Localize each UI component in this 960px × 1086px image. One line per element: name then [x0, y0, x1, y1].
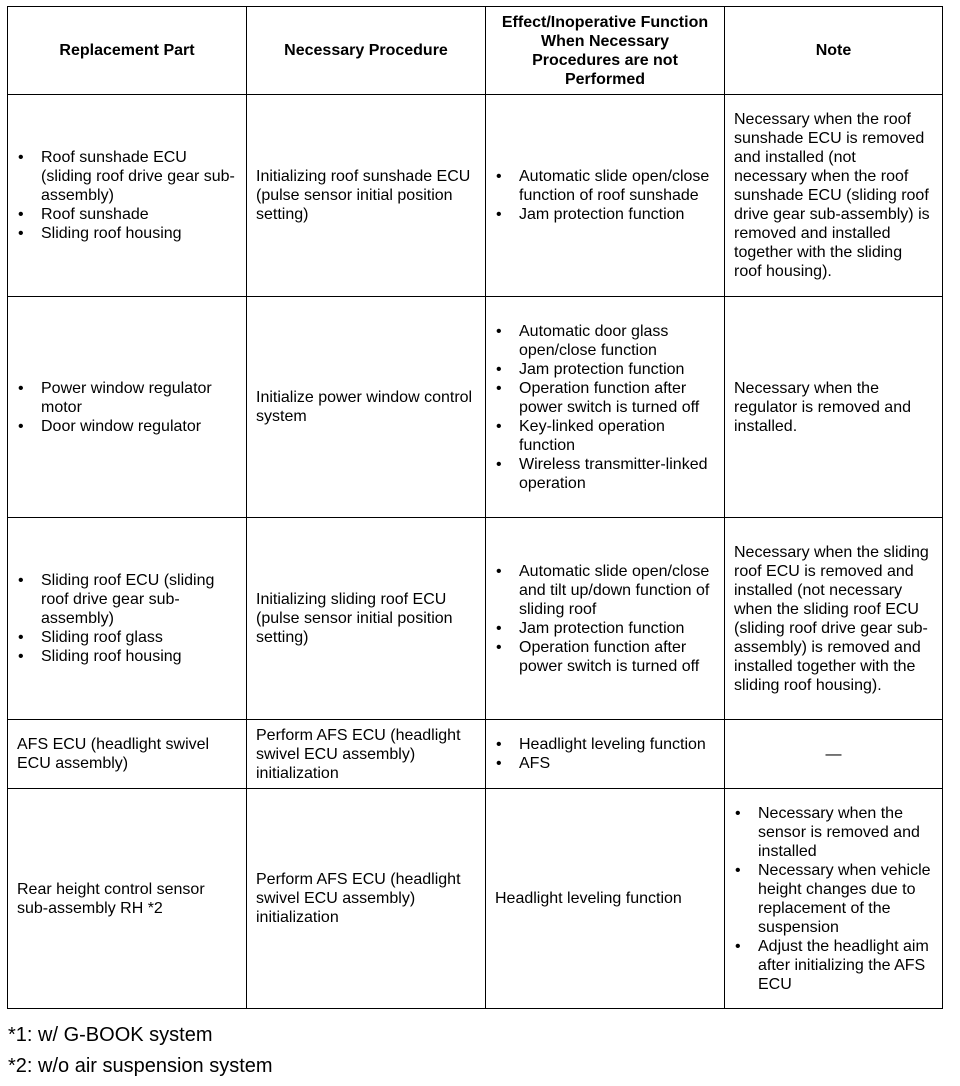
table-row — [8, 518, 943, 720]
list-item: • Roof sunshade — [17, 205, 237, 224]
list-item: • Jam protection function — [495, 360, 715, 379]
list-item: • Power window regulator motor — [17, 379, 237, 417]
list-item: • Door window regulator — [17, 417, 237, 436]
table-header-row — [8, 7, 943, 95]
procedure-cell: Perform AFS ECU (headlight swivel ECU assembly) initialization — [247, 789, 486, 1009]
list-item: • Automatic slide open/close function of roof sunshade — [495, 167, 715, 205]
list-item: • Operation function after power switch is turned off — [495, 379, 715, 417]
list-item: • Headlight leveling function — [495, 735, 715, 754]
procedure-cell: Initializing roof sunshade ECU (pulse sensor initial position setting) — [247, 95, 486, 297]
list-item: • AFS — [495, 754, 715, 773]
note-cell: — — [725, 720, 943, 789]
list-item: • Jam protection function — [495, 205, 715, 224]
footnotes — [8, 1020, 273, 1082]
list-item: • Necessary when vehicle height changes due to replacement of the suspension — [734, 861, 933, 937]
list-item: • Necessary when the sensor is removed and installed — [734, 804, 933, 861]
procedure-table — [7, 6, 943, 1009]
header-effect-inoperative-function: Effect/Inoperative Function When Necessary Procedures are not Performed — [486, 7, 725, 95]
footnote-1: *1: w/ G-BOOK system — [8, 1024, 213, 1046]
list-item: • Sliding roof glass — [17, 628, 237, 647]
procedure-cell: Perform AFS ECU (headlight swivel ECU assembly) initialization — [247, 720, 486, 789]
replacement-part-cell — [8, 518, 247, 720]
list-item: • Automatic slide open/close and tilt up/down function of sliding roof — [495, 562, 715, 619]
list-item: • Sliding roof ECU (sliding roof drive gear sub-assembly) — [17, 571, 237, 628]
list-item: • Key-linked operation function — [495, 417, 715, 455]
list-item: • Adjust the headlight aim after initializing the AFS ECU — [734, 937, 933, 994]
procedure-cell: Initialize power window control system — [247, 297, 486, 518]
note-cell: Necessary when the roof sunshade ECU is removed and installed (not necessary when the roof sunshade ECU (sliding roof drive gear sub-assembly) is removed and installed together with the sliding roof housing). — [725, 95, 943, 297]
effect-cell: Headlight leveling function — [486, 789, 725, 1009]
effect-cell — [486, 297, 725, 518]
replacement-part-cell — [8, 95, 247, 297]
list-item: • Sliding roof housing — [17, 224, 237, 243]
effect-cell — [486, 95, 725, 297]
note-cell: Necessary when the regulator is removed and installed. — [725, 297, 943, 518]
header-replacement-part: Replacement Part — [8, 7, 247, 95]
procedure-cell: Initializing sliding roof ECU (pulse sensor initial position setting) — [247, 518, 486, 720]
header-note: Note — [725, 7, 943, 95]
table-row — [8, 720, 943, 789]
note-cell — [725, 789, 943, 1009]
effect-cell — [486, 518, 725, 720]
table-row — [8, 95, 943, 297]
replacement-part-cell — [8, 297, 247, 518]
list-item: • Jam protection function — [495, 619, 715, 638]
replacement-part-cell: Rear height control sensor sub-assembly RH *2 — [8, 789, 247, 1009]
effect-cell — [486, 720, 725, 789]
list-item: • Wireless transmitter-linked operation — [495, 455, 715, 493]
list-item: • Automatic door glass open/close function — [495, 322, 715, 360]
note-cell: Necessary when the sliding roof ECU is removed and installed (not necessary when the sliding roof ECU (sliding roof drive gear sub-assembly) is removed and installed together with the sliding roof housing). — [725, 518, 943, 720]
header-necessary-procedure: Necessary Procedure — [247, 7, 486, 95]
list-item: • Operation function after power switch is turned off — [495, 638, 715, 676]
footnote-2: *2: w/o air suspension system — [8, 1055, 273, 1077]
replacement-part-cell: AFS ECU (headlight swivel ECU assembly) — [8, 720, 247, 789]
list-item: • Sliding roof housing — [17, 647, 237, 666]
list-item: • Roof sunshade ECU (sliding roof drive gear sub-assembly) — [17, 148, 237, 205]
table-row — [8, 297, 943, 518]
table-row — [8, 789, 943, 1009]
